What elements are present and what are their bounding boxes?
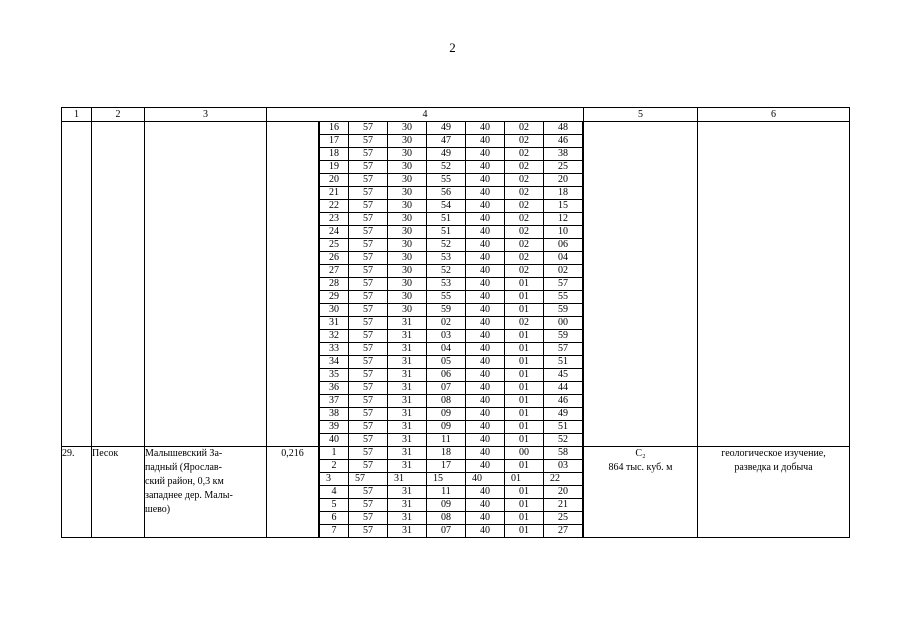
coordinate-row [320,460,583,473]
coordinate-value: 15 [427,473,466,486]
coordinates-table-continued [319,122,583,446]
coordinate-value: 57 [349,525,388,538]
coordinate-row [320,174,583,187]
coordinate-value: 57 [349,460,388,473]
coordinate-value: 40 [466,226,505,239]
deposit-area: 0,216 [267,447,319,538]
coordinate-value: 31 [388,408,427,421]
point-number: 21 [320,187,349,200]
point-number: 6 [320,512,349,525]
coordinate-row [320,395,583,408]
coordinate-value: 57 [349,226,388,239]
coordinate-row [320,512,583,525]
coordinate-row [320,291,583,304]
coordinate-value: 11 [427,434,466,447]
coordinate-value: 40 [466,343,505,356]
coordinate-row [320,356,583,369]
coordinate-value: 57 [349,408,388,421]
point-number: 20 [320,174,349,187]
coordinate-value: 01 [505,460,544,473]
coordinate-value: 31 [388,525,427,538]
coordinate-value: 51 [427,226,466,239]
coordinate-value: 40 [466,161,505,174]
coordinate-value: 57 [349,200,388,213]
coordinate-value: 30 [388,291,427,304]
coordinate-row [320,447,583,460]
coordinate-value: 04 [544,252,583,265]
coordinate-value: 40 [466,408,505,421]
coordinate-value: 31 [388,486,427,499]
coordinate-value: 55 [427,291,466,304]
coordinate-row [320,317,583,330]
coordinate-value: 21 [544,499,583,512]
coordinate-row [320,382,583,395]
point-number: 33 [320,343,349,356]
header-col-1: 1 [62,108,92,122]
coordinate-value: 52 [544,434,583,447]
coordinate-value: 01 [505,343,544,356]
coordinate-value: 40 [466,421,505,434]
coordinate-row [320,213,583,226]
coordinate-value: 30 [388,239,427,252]
coordinate-value: 01 [505,330,544,343]
coordinate-value: 22 [544,473,583,486]
coordinate-value: 57 [349,330,388,343]
coordinate-value: 40 [466,434,505,447]
coordinate-value: 01 [505,369,544,382]
coordinate-row [320,252,583,265]
coordinate-value: 31 [388,343,427,356]
point-number: 22 [320,200,349,213]
coordinate-value: 57 [349,356,388,369]
coordinate-value: 02 [505,200,544,213]
coordinate-row [320,434,583,447]
coordinate-value: 31 [388,317,427,330]
coordinate-value: 30 [388,200,427,213]
coordinate-value: 57 [349,382,388,395]
point-number: 28 [320,278,349,291]
coordinate-value: 04 [427,343,466,356]
coordinate-row [320,187,583,200]
point-number: 34 [320,356,349,369]
header-col-3: 3 [145,108,267,122]
coordinate-row [320,200,583,213]
coordinate-value: 47 [427,135,466,148]
reserves-cell [584,447,698,538]
coordinate-value: 00 [544,317,583,330]
coordinate-value: 40 [466,174,505,187]
header-col-2: 2 [92,108,145,122]
coordinate-value: 17 [427,460,466,473]
coordinate-value: 07 [427,525,466,538]
page-number: 2 [449,40,456,55]
coordinate-value: 49 [427,122,466,135]
coordinate-value: 02 [505,265,544,278]
point-number: 27 [320,265,349,278]
coordinate-value: 01 [505,434,544,447]
point-number: 29 [320,291,349,304]
coords-cell [319,122,584,447]
coordinate-value: 57 [349,434,388,447]
coordinate-value: 01 [505,499,544,512]
coordinate-value: 11 [427,486,466,499]
coordinate-value: 57 [349,187,388,200]
coordinate-value: 18 [427,447,466,460]
coordinate-row [320,278,583,291]
coordinate-value: 30 [388,122,427,135]
coordinate-value: 40 [466,304,505,317]
point-number: 31 [320,317,349,330]
coordinate-row [320,304,583,317]
coordinate-value: 57 [349,395,388,408]
coordinate-value: 40 [466,382,505,395]
coordinate-value: 57 [349,239,388,252]
coordinate-value: 31 [388,460,427,473]
coordinate-value: 01 [505,486,544,499]
coordinate-value: 31 [388,330,427,343]
coordinate-value: 40 [466,291,505,304]
coordinate-value: 20 [544,486,583,499]
coordinate-value: 05 [427,356,466,369]
coordinate-value: 57 [349,421,388,434]
coordinate-value: 59 [427,304,466,317]
coordinate-value: 52 [427,161,466,174]
coordinate-value: 40 [466,356,505,369]
coordinate-value: 18 [544,187,583,200]
coordinate-value: 08 [427,395,466,408]
point-number: 35 [320,369,349,382]
coordinate-value: 03 [427,330,466,343]
coordinate-value: 27 [544,525,583,538]
coordinate-value: 46 [544,135,583,148]
coordinate-value: 03 [544,460,583,473]
coordinate-value: 40 [466,512,505,525]
mineral-type: Песок [92,447,145,538]
point-number: 39 [320,421,349,434]
coordinate-value: 57 [349,317,388,330]
coordinate-value: 40 [466,395,505,408]
coordinate-value: 31 [388,421,427,434]
point-number: 19 [320,161,349,174]
point-number: 4 [320,486,349,499]
coordinate-value: 57 [349,265,388,278]
license-table [61,107,850,538]
coordinate-value: 52 [427,265,466,278]
point-number: 7 [320,525,349,538]
coordinate-value: 02 [505,122,544,135]
coordinate-row [320,161,583,174]
coordinate-row [320,421,583,434]
coordinate-value: 31 [388,382,427,395]
coordinate-value: 45 [544,369,583,382]
coordinate-value: 02 [505,252,544,265]
coordinate-row [320,369,583,382]
coordinate-value: 20 [544,174,583,187]
point-number: 40 [320,434,349,447]
coordinate-value: 00 [505,447,544,460]
coordinate-value: 40 [466,213,505,226]
coordinate-value: 10 [544,226,583,239]
coordinate-value: 57 [349,486,388,499]
coordinate-value: 30 [388,304,427,317]
point-number: 5 [320,499,349,512]
point-number: 2 [320,460,349,473]
point-number: 36 [320,382,349,395]
point-number: 32 [320,330,349,343]
coordinate-value: 46 [544,395,583,408]
coordinate-value: 40 [466,200,505,213]
point-number: 3 [320,473,349,486]
coordinate-value: 57 [544,343,583,356]
point-number: 26 [320,252,349,265]
coordinate-value: 09 [427,408,466,421]
coordinate-value: 30 [388,174,427,187]
coordinate-value: 57 [349,304,388,317]
coordinate-value: 57 [349,291,388,304]
coordinate-value: 02 [505,187,544,200]
coordinate-value: 55 [427,174,466,187]
coordinate-value: 57 [349,161,388,174]
coordinate-value: 30 [388,187,427,200]
coordinate-row [320,239,583,252]
coordinate-value: 09 [427,499,466,512]
coordinate-value: 31 [388,434,427,447]
coordinate-value: 01 [505,395,544,408]
continuation-row [62,122,850,447]
coordinate-value: 59 [544,304,583,317]
coordinate-value: 40 [466,278,505,291]
coordinate-value: 40 [466,148,505,161]
coordinate-value: 25 [544,161,583,174]
coordinate-value: 57 [349,148,388,161]
coordinate-value: 12 [544,213,583,226]
coordinate-row [320,408,583,421]
coordinate-row [320,499,583,512]
coordinate-row [320,473,583,486]
coordinates-table-29 [319,447,583,537]
coordinate-row [320,148,583,161]
coordinate-value: 40 [466,525,505,538]
column-header-row [62,108,850,122]
coordinate-value: 57 [349,135,388,148]
coordinate-value: 02 [505,226,544,239]
coordinate-value: 59 [544,330,583,343]
coordinate-value: 01 [505,304,544,317]
point-number: 37 [320,395,349,408]
coordinate-value: 40 [466,265,505,278]
coordinate-value: 30 [388,135,427,148]
coordinate-value: 57 [544,278,583,291]
coordinate-row [320,135,583,148]
coordinate-value: 51 [544,356,583,369]
entry-row-29 [62,447,850,538]
point-number: 18 [320,148,349,161]
coordinate-value: 01 [505,278,544,291]
coordinate-value: 48 [544,122,583,135]
coordinate-value: 40 [466,473,505,486]
coordinate-value: 01 [505,473,544,486]
coordinate-value: 31 [388,473,427,486]
coordinate-value: 01 [505,512,544,525]
coordinate-value: 40 [466,252,505,265]
coordinate-value: 30 [388,226,427,239]
coordinate-value: 02 [505,239,544,252]
coordinate-value: 01 [505,421,544,434]
coordinate-value: 30 [388,161,427,174]
coordinate-value: 44 [544,382,583,395]
coordinate-value: 52 [427,239,466,252]
point-number: 25 [320,239,349,252]
reserves-amount: 864 тыс. куб. м [608,462,673,473]
coordinate-value: 31 [388,512,427,525]
coordinate-value: 51 [427,213,466,226]
coordinate-value: 40 [466,460,505,473]
coordinate-value: 02 [505,174,544,187]
coordinate-value: 01 [505,408,544,421]
coordinate-value: 57 [349,252,388,265]
point-number: 1 [320,447,349,460]
coordinate-value: 06 [427,369,466,382]
coordinate-value: 02 [427,317,466,330]
coordinate-value: 57 [349,512,388,525]
header-col-6: 6 [698,108,850,122]
coordinate-value: 57 [349,369,388,382]
coordinate-row [320,330,583,343]
coordinate-value: 40 [466,486,505,499]
coordinate-value: 09 [427,421,466,434]
point-number: 24 [320,226,349,239]
coordinate-value: 40 [466,122,505,135]
coordinate-value: 57 [349,174,388,187]
coordinate-row [320,122,583,135]
point-number: 17 [320,135,349,148]
coordinate-row [320,265,583,278]
coordinate-value: 56 [427,187,466,200]
coordinate-value: 49 [544,408,583,421]
point-number: 23 [320,213,349,226]
coordinate-value: 38 [544,148,583,161]
coordinate-value: 02 [505,135,544,148]
coordinate-value: 07 [427,382,466,395]
deposit-name: Малышевский За- падный (Ярослав- ский район, 0,3 км западнее дер. Малы- шево) [145,447,267,538]
coordinate-value: 31 [388,499,427,512]
coordinate-value: 01 [505,356,544,369]
coordinate-value: 01 [505,525,544,538]
coordinate-value: 55 [544,291,583,304]
coordinate-value: 30 [388,213,427,226]
coordinate-row [320,525,583,538]
coordinate-value: 25 [544,512,583,525]
coordinate-value: 02 [505,213,544,226]
coordinate-value: 02 [505,317,544,330]
coordinate-value: 58 [544,447,583,460]
coordinate-value: 30 [388,278,427,291]
coordinate-value: 31 [388,356,427,369]
coordinate-value: 53 [427,252,466,265]
coordinate-value: 51 [544,421,583,434]
coordinate-value: 31 [388,369,427,382]
point-number: 30 [320,304,349,317]
coordinate-value: 40 [466,317,505,330]
coordinate-value: 57 [349,278,388,291]
coordinate-value: 02 [505,161,544,174]
coordinate-value: 57 [349,122,388,135]
coordinate-value: 57 [349,447,388,460]
coordinate-value: 06 [544,239,583,252]
coordinate-value: 40 [466,135,505,148]
coordinate-value: 02 [544,265,583,278]
coordinate-value: 57 [349,499,388,512]
coordinate-value: 01 [505,291,544,304]
coordinate-row [320,343,583,356]
license-purpose: геологическое изучение, разведка и добыча [698,447,850,538]
coords-cell-29 [319,447,584,538]
coordinate-value: 01 [505,382,544,395]
point-number: 16 [320,122,349,135]
coordinate-value: 30 [388,265,427,278]
coordinate-value: 30 [388,252,427,265]
coordinate-value: 40 [466,330,505,343]
coordinate-value: 02 [505,148,544,161]
header-col-5: 5 [584,108,698,122]
entry-number: 29. [62,447,92,538]
coordinate-value: 40 [466,499,505,512]
point-number: 38 [320,408,349,421]
coordinate-value: 08 [427,512,466,525]
coordinate-value: 40 [466,447,505,460]
coordinate-value: 57 [349,213,388,226]
coordinate-value: 49 [427,148,466,161]
coordinate-value: 31 [388,447,427,460]
coordinate-value: 40 [466,369,505,382]
coordinate-value: 30 [388,148,427,161]
coordinate-value: 40 [466,239,505,252]
coordinate-row [320,226,583,239]
coordinate-value: 15 [544,200,583,213]
coordinate-row [320,486,583,499]
coordinate-value: 57 [349,343,388,356]
coordinate-value: 54 [427,200,466,213]
reserves-category: C₂ [635,448,646,459]
header-col-4: 4 [267,108,584,122]
coordinate-value: 57 [349,473,388,486]
coordinate-value: 31 [388,395,427,408]
coordinate-value: 53 [427,278,466,291]
coordinate-value: 40 [466,187,505,200]
